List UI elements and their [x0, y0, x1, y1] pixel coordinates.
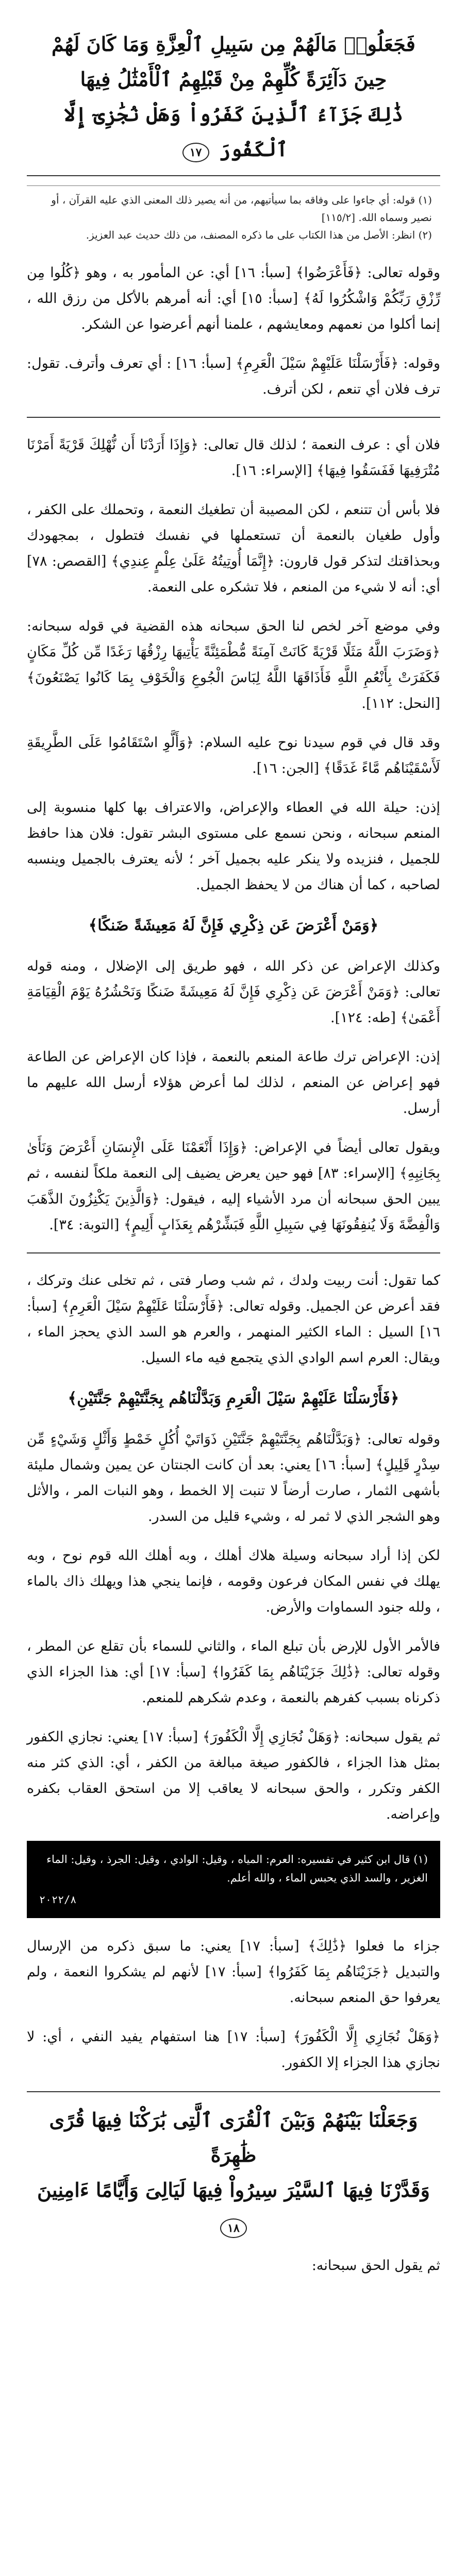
paragraph: ﴿وَهَلْ نُجَازِي إِلَّا الْكَفُورَ﴾ [سبأ: ١٧] هنا استفهام يفيد النفي ، أي: لا نجازي هذا الجزاء إلا الكفور.	[27, 2029, 440, 2071]
paragraph: فالأمر الأول للإرض بأن تبلع الماء ، والثاني للسماء بأن تقلع عن المطر ، وقوله تعالى: ﴿ذَٰلِكَ جَزَيْنَاهُم بِمَا كَفَرُوا﴾ [سبأ: ١٧] أي: هذا الجزاء الذي ذكرناه بسبب كفرهم بالنعمة ، وعدم شكرهم للمنعم.	[27, 1638, 440, 1706]
footer-verse-line-2	[27, 2173, 440, 2243]
footnote: (٢) انظر: الأصل من هذا الكتاب على ما ذكره المصنف، من ذلك حديث عبد العزيز.	[86, 229, 432, 241]
paragraph: وفي موضع آخر لخص لنا الحق سبحانه هذه القضية في قوله سبحانه: ﴿وَضَرَبَ اللَّهُ مَثَلًا قَرْيَةً كَانَتْ آمِنَةً مُّطْمَئِنَّةً يَأْتِيهَا رِزْقُهَا رَغَدًا مِّن كُلِّ مَكَانٍ فَكَفَرَتْ بِأَنْعُمِ اللَّهِ فَأَذَاقَهَا اللَّهُ لِبَاسَ الْجُوعِ وَالْخَوْفِ بِمَا كَانُوا يَصْنَعُونَ﴾ [النحل: ١١٢].	[27, 618, 440, 711]
footer-verse-banner	[27, 2091, 440, 2243]
header-verse-line-2: حِينَ دَآئِرَةً كُلِّهِمْ مِنْ قَبْلِهِمُ ٱلْأَمْثَٰلُ فِيهَا	[80, 67, 387, 91]
ayah-number-marker: ١٧	[182, 143, 209, 162]
section-divider	[27, 1252, 440, 1253]
paragraph: وكذلك الإعراض عن ذكر الله ، فهو طريق إلى الإضلال ، ومنه قوله تعالى: ﴿وَمَنْ أَعْرَضَ عَن ذِكْرِي فَإِنَّ لَهُ مَعِيشَةً ضَنكًا وَنَحْشُرُهُ يَوْمَ الْقِيَامَةِ أَعْمَىٰ﴾ [طه: ١٢٤].	[27, 958, 440, 1026]
section-divider	[27, 417, 440, 418]
footer-verse-line-1: وَجَعَلْنَا بَيْنَهُمْ وَبَيْنَ ٱلْقُرَى ٱلَّتِى بَٰرَكْنَا فِيهَا قُرًى ظَٰهِرَةً	[49, 2108, 418, 2166]
paragraph: إذن: الإعراض ترك طاعة المنعم بالنعمة ، فإذا كان الإعراض عن الطاعة فهو إعراض عن المنعم ، لذلك لما أعرض هؤلاء أرسل الله عليهم ما أرسل.	[27, 1049, 440, 1116]
paragraph: وقوله تعالى: ﴿فَأَعْرَضُوا﴾ [سبأ: ١٦] أي: عن المأمور به ، وهو ﴿كُلُوا مِن رِّزْقِ رَبِّكُمْ وَاشْكُرُوا لَهُ﴾ [سبأ: ١٥] أي: أنه أمرهم بالأكل من رزق الله ، إنما أكلوا من نعمهم ومعايشهم ، علمنا أنهم أعرضوا عن الشكر.	[27, 265, 440, 332]
footnotes-section	[27, 185, 440, 249]
header-verse-banner	[27, 21, 440, 176]
paragraph: وقوله: ﴿فَأَرْسَلْنَا عَلَيْهِمْ سَيْلَ الْعَرِمِ﴾ [سبأ: ١٦] : أي تعرف وأترف. تقول: ترف فلان أي تنعم ، لكن أترف.	[27, 355, 440, 397]
paragraph: وقد قال في قوم سيدنا نوح عليه السلام: ﴿وَأَلَّوِ اسْتَقَامُوا عَلَى الطَّرِيقَةِ لَأَسْقَيْنَاهُم مَّاءً غَدَقًا﴾ [الجن: ١٦].	[27, 735, 440, 776]
paragraph: إذن: حيلة الله في العطاء والإعراض، والاعتراف بها كلها منسوبة إلى المنعم سبحانه ، ونحن نسمع على مستوى البشر تقول: فلان هذا حافظ للجميل ، فنزيده ولا ينكر عليه بجميل آخر ؛ لأنه يعترف بالجميل وينسبه لصاحبه ، كما أن هناك من لا يحفظ الجميل.	[27, 800, 440, 893]
paragraph: كما تقول: أنت ربيت ولدك ، ثم شب وصار فتى ، ثم تخلى عنك وتركك ، فقد أعرض عن الجميل. وقوله تعالى: ﴿فَأَرْسَلْنَا عَلَيْهِمْ سَيْلَ الْعَرِمِ﴾ [سبأ: ١٦] السيل : الماء الكثير المنهمر ، والعرم هو السد الذي يحجز الماء ، ويقال: العرم اسم الوادي الذي يتجمع فيه ماء السيل.	[27, 1273, 440, 1366]
commentary-body	[27, 260, 440, 2076]
paragraph: ثم يقول سبحانه: ﴿وَهَلْ نُجَازِي إِلَّا الْكَفُورَ﴾ [سبأ: ١٧] يعني: نجازي الكفور بمثل هذا الجزاء ، فالكفور صيغة مبالغة من الكفر ، أي: الذي كثر منه الكفر وتكرر ، والحق سبحانه لا يعاقب إلا من استحق العقاب بكفره وإعراضه.	[27, 1729, 440, 1822]
ayah-number-marker: ١٨	[220, 2218, 247, 2238]
header-verse-line-3-text: ذَٰلِكَ جَزَآءُ ٱلَّذِينَ كَفَرُواْ وَهَلْ نُجَٰزِىٓ إِلَّا ٱلْكَفُورَ	[63, 103, 404, 161]
paragraph: جزاء ما فعلوا ﴿ذَٰلِكَ﴾ [سبأ: ١٧] يعني: ما سبق ذكره من الإرسال والتبديل ﴿جَزَيْنَاهُم بِمَا كَفَرُوا﴾ [سبأ: ١٧] لأنهم لم يشكروا النعمة ، ولم يعرفوا حق المنعم سبحانه.	[27, 1938, 440, 2006]
paragraph: ويقول تعالى أيضاً في الإعراض: ﴿وَإِذَا أَنْعَمْنَا عَلَى الْإِنسَانِ أَعْرَضَ وَنَأَىٰ بِجَانِبِهِ﴾ [الإسراء: ٨٣] فهو حين يعرض يضيف إلى النعمة ملكاً لنفسه ، ثم يبين الحق سبحانه أن مرد الأشياء إليه ، فيقول: ﴿وَالَّذِينَ يَكْنِزُونَ الذَّهَبَ وَالْفِضَّةَ وَلَا يُنفِقُونَهَا فِي سَبِيلِ اللَّهِ فَبَشِّرْهُم بِعَذَابٍ أَلِيمٍ﴾ [التوبة: ٣٤].	[27, 1140, 440, 1233]
paragraph: لكن إذا أراد سبحانه وسيلة هلاك أهلك ، وبه أهلك الله قوم نوح ، وبه يهلك في نفس المكان فرعون وقومه ، فإنما ينجي هذا ويهلك ذاك بالماء ، ولله جنود السماوات والأرض.	[27, 1548, 440, 1615]
black-box-text: (١) قال ابن كثير في تفسيره: العرم: المياه ، وقيل: الوادي ، وقيل: الجرذ ، وقيل: الماء الغزير ، والسد الذي يحبس الماء ، والله أعلم.	[46, 1853, 428, 1884]
highlighted-verse: ﴿وَمَنْ أَعْرَضَ عَن ذِكْرِي فَإِنَّ لَهُ مَعِيشَةً ضَنكًا﴾	[88, 917, 379, 935]
footnote: (١) قوله: أي جاءوا على وفاقه بما سيأتيهم، من أنه يصير ذلك المعنى الذي عليه القرآن ، أو نصير وسماه الله. [١١٥/٢]	[51, 194, 432, 224]
header-verse-line-1: فَجَعَلُوا۟ مَالَهُمْ مِن سَبِيلِ ٱلْعِزَّةِ وَمَا كَانَ لَهُمْ	[52, 32, 415, 56]
footer-verse-line-2-text: وَقَدَّرْنَا فِيهَا ٱلسَّيْرَ سِيرُواْ فِيهَا لَيَالِىَ وَأَيَّامًا ءَامِنِينَ	[37, 2178, 430, 2201]
black-box-code: ٢٠٢٢/٨	[39, 1893, 77, 1906]
footnote-black-box	[27, 1841, 440, 1918]
paragraph: فلا بأس أن تتنعم ، لكن المصيبة أن تطغيك النعمة ، وتحملك على الكفر ، وأول طغيان بالنعمة أن تستعملها في نفسك فتطول ، بمجهودك وبحذاقتك لتذكر قول قارون: ﴿إِنَّمَا أُوتِيتُهُ عَلَىٰ عِلْمٍ عِندِي﴾ [القصص: ٧٨] أي: أنه لا شيء من المنعم ، فلا تشكره على النعمة.	[27, 502, 440, 595]
header-verse-line-3	[37, 97, 430, 167]
paragraph: فلان أي : عرف النعمة ؛ لذلك قال تعالى: ﴿وَإِذَا أَرَدْنَا أَن نُّهْلِكَ قَرْيَةً أَمَرْنَا مُتْرَفِيهَا فَفَسَقُوا فِيهَا﴾ [الإسراء: ١٦].	[27, 437, 440, 479]
highlighted-verse: ﴿فَأَرْسَلْنَا عَلَيْهِمْ سَيْلَ الْعَرِمِ وَبَدَّلْنَاهُم بِجَنَّتَيْهِمْ جَنَّتَيْنِ﴾	[68, 1389, 399, 1408]
end-note: ثم يقول الحق سبحانه:	[311, 2258, 440, 2274]
paragraph: وقوله تعالى: ﴿وَبَدَّلْنَاهُم بِجَنَّتَيْهِمْ جَنَّتَيْنِ ذَوَاتَيْ أُكُلٍ خَمْطٍ وَأَثْلٍ وَشَيْءٍ مِّن سِدْرٍ قَلِيلٍ﴾ [سبأ: ١٦] يعني: بعد أن كانت الجنتان عن يمين وشمال مليئة بأشهى الثمار ، صارت أرضاً لا تنبت إلا الخمط ، وهو النبات المر ، والأثل وهو الشجر الذي لا ثمر له ، وشيء قليل من السدر.	[27, 1431, 440, 1524]
